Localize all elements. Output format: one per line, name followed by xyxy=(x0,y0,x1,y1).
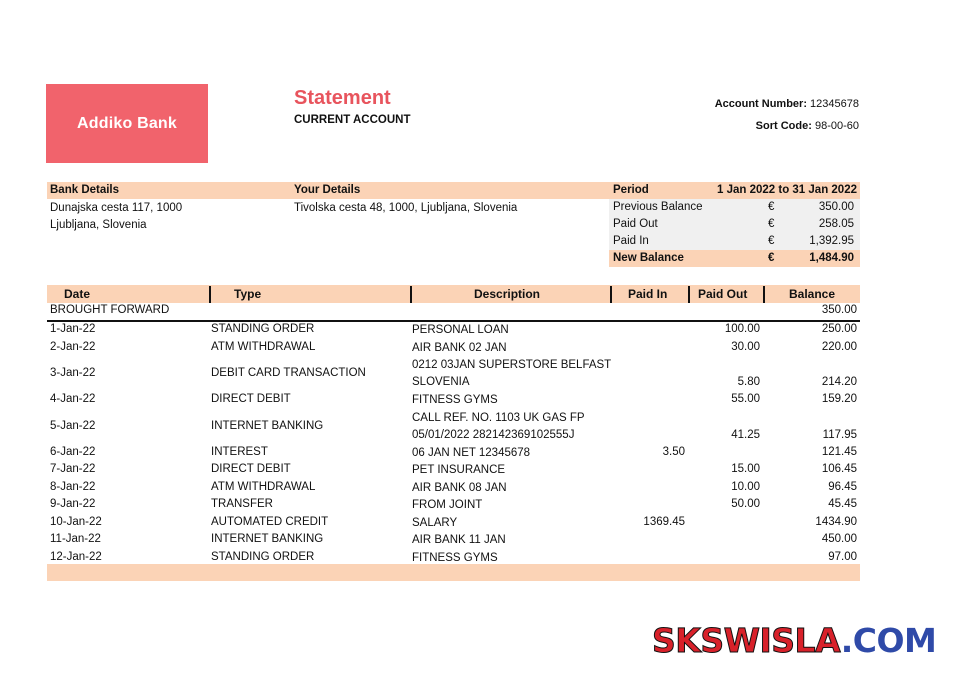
row-date: 5-Jan-22 xyxy=(50,419,96,432)
transactions-table xyxy=(47,303,860,567)
table-row xyxy=(47,480,860,498)
col-header-paid-out: Paid Out xyxy=(698,287,748,301)
row-balance: 97.00 xyxy=(828,550,857,563)
col-header-description: Description xyxy=(474,287,541,301)
row-paid-out: 50.00 xyxy=(731,498,760,510)
summary-row-new-balance xyxy=(609,250,860,267)
header-separator xyxy=(688,286,690,303)
row-date: 12-Jan-22 xyxy=(50,550,102,563)
watermark xyxy=(652,621,936,660)
sort-code-value: 98-00-60 xyxy=(814,120,859,132)
row-balance: 45.45 xyxy=(828,498,857,510)
row-paid-out: 30.00 xyxy=(731,340,760,353)
row-paid-out: 41.25 xyxy=(731,428,760,441)
col-header-paid-in: Paid In xyxy=(628,287,668,301)
summary-label: New Balance xyxy=(613,252,684,264)
bank-address-line2: Ljubljana, Slovenia xyxy=(50,219,147,231)
row-balance: 159.20 xyxy=(821,393,857,405)
row-description: FROM JOINT xyxy=(412,499,483,511)
col-header-balance: Balance xyxy=(789,287,836,301)
table-row xyxy=(47,340,860,358)
row-date: 10-Jan-22 xyxy=(50,515,102,528)
row-paid-out: 15.00 xyxy=(731,463,760,475)
row-paid-out: 5.80 xyxy=(737,376,760,388)
row-date: 3-Jan-22 xyxy=(50,367,96,379)
row-balance: 214.20 xyxy=(821,376,857,388)
row-balance: 96.45 xyxy=(828,480,857,493)
row-description-line2: 05/01/2022 282142369102555J xyxy=(412,428,575,441)
row-type: TRANSFER xyxy=(211,498,273,510)
row-description: 0212 03JAN SUPERSTORE BELFAST xyxy=(412,359,612,371)
table-row xyxy=(47,497,860,515)
row-type: STANDING ORDER xyxy=(211,323,315,335)
period-value: 1 Jan 2022 to 31 Jan 2022 xyxy=(716,184,857,196)
period-label: Period xyxy=(613,184,649,196)
summary-label: Paid Out xyxy=(613,218,658,230)
bank-logo: Addiko Bank xyxy=(46,84,208,163)
summary-label: Previous Balance xyxy=(613,201,703,213)
row-description: CALL REF. NO. 1103 UK GAS FP xyxy=(412,411,585,424)
row-type: AUTOMATED CREDIT xyxy=(211,515,329,528)
summary-currency: € xyxy=(768,252,775,264)
brought-forward-balance: 350.00 xyxy=(821,304,857,316)
row-paid-in: 3.50 xyxy=(662,445,685,458)
row-date: 1-Jan-22 xyxy=(50,323,96,335)
table-footer-bar xyxy=(47,564,860,581)
header-separator xyxy=(410,286,412,303)
table-row xyxy=(47,532,860,550)
row-balance: 1434.90 xyxy=(815,515,857,528)
account-info xyxy=(715,93,859,137)
row-type: ATM WITHDRAWAL xyxy=(211,480,316,493)
account-type: CURRENT ACCOUNT xyxy=(294,114,411,126)
header-separator xyxy=(763,286,765,303)
row-balance: 250.00 xyxy=(821,323,857,335)
row-date: 4-Jan-22 xyxy=(50,393,96,405)
row-description: AIR BANK 08 JAN xyxy=(412,481,507,494)
sort-code-line xyxy=(715,115,859,137)
row-description: PERSONAL LOAN xyxy=(412,324,509,336)
row-description: FITNESS GYMS xyxy=(412,394,498,406)
row-type: INTERNET BANKING xyxy=(211,533,324,545)
row-balance: 220.00 xyxy=(821,340,857,353)
watermark-part2: .COM xyxy=(840,621,937,660)
row-type: INTEREST xyxy=(211,445,268,458)
summary-currency: € xyxy=(768,235,775,247)
row-description: 06 JAN NET 12345678 xyxy=(412,446,531,459)
bank-details-label: Bank Details xyxy=(50,184,120,196)
table-row xyxy=(47,445,860,463)
row-paid-out: 55.00 xyxy=(731,393,760,405)
row-description: AIR BANK 02 JAN xyxy=(412,341,507,354)
row-balance: 106.45 xyxy=(821,463,857,475)
summary-amount: 1,484.90 xyxy=(809,252,854,264)
row-date: 2-Jan-22 xyxy=(50,340,96,353)
account-number-value: 12345678 xyxy=(810,98,859,110)
row-date: 6-Jan-22 xyxy=(50,445,96,458)
row-date: 11-Jan-22 xyxy=(50,533,101,545)
summary-row-paid-in xyxy=(609,233,860,250)
row-paid-out: 10.00 xyxy=(731,480,760,493)
transactions-header xyxy=(47,285,860,303)
row-type: INTERNET BANKING xyxy=(211,419,324,432)
page-title: Statement xyxy=(294,87,391,109)
bank-address xyxy=(50,200,250,234)
brought-forward-row xyxy=(47,303,860,320)
row-date: 7-Jan-22 xyxy=(50,463,96,475)
summary-label: Paid In xyxy=(613,235,649,247)
summary-row-previous-balance xyxy=(609,199,860,216)
header-separator xyxy=(610,286,612,303)
table-row xyxy=(47,392,860,410)
customer-address: Tivolska cesta 48, 1000, Ljubljana, Slovenia xyxy=(294,202,518,214)
row-type: DEBIT CARD TRANSACTION xyxy=(211,367,366,379)
row-balance: 121.45 xyxy=(821,445,857,458)
your-details-label: Your Details xyxy=(294,184,361,196)
col-header-date: Date xyxy=(64,287,91,301)
row-balance: 117.95 xyxy=(822,428,857,441)
table-row xyxy=(47,462,860,480)
row-description: SALARY xyxy=(412,516,458,529)
row-description: AIR BANK 11 JAN xyxy=(412,534,506,546)
summary-row-paid-out xyxy=(609,216,860,233)
row-paid-in: 1369.45 xyxy=(643,515,685,528)
summary-amount: 350.00 xyxy=(818,201,854,213)
row-type: STANDING ORDER xyxy=(211,550,315,563)
row-description-line2: SLOVENIA xyxy=(412,376,470,388)
row-date: 8-Jan-22 xyxy=(50,480,96,493)
row-balance: 450.00 xyxy=(821,533,857,545)
summary-currency: € xyxy=(768,218,775,230)
brought-forward-label: BROUGHT FORWARD xyxy=(50,304,170,316)
details-header-bar xyxy=(47,182,860,199)
row-type: ATM WITHDRAWAL xyxy=(211,340,316,353)
row-type: DIRECT DEBIT xyxy=(211,463,291,475)
account-number-label: Account Number: xyxy=(714,98,807,110)
bank-address-line1: Dunajska cesta 117, 1000 xyxy=(50,202,183,214)
summary-amount: 1,392.95 xyxy=(809,235,854,247)
sort-code-label: Sort Code: xyxy=(755,120,812,132)
balance-summary xyxy=(609,199,860,267)
row-description: PET INSURANCE xyxy=(412,464,506,476)
account-number-line xyxy=(715,93,859,115)
summary-currency: € xyxy=(768,201,775,213)
table-row xyxy=(47,410,860,445)
row-type: DIRECT DEBIT xyxy=(211,393,291,405)
row-date: 9-Jan-22 xyxy=(50,498,96,510)
table-row xyxy=(47,357,860,392)
row-description: FITNESS GYMS xyxy=(412,551,498,564)
watermark-part1: SKSWISLA xyxy=(652,621,841,660)
summary-amount: 258.05 xyxy=(818,218,854,230)
table-row xyxy=(47,322,860,340)
row-paid-out: 100.00 xyxy=(724,323,760,335)
col-header-type: Type xyxy=(234,287,262,301)
header-separator xyxy=(209,286,211,303)
table-row xyxy=(47,515,860,533)
